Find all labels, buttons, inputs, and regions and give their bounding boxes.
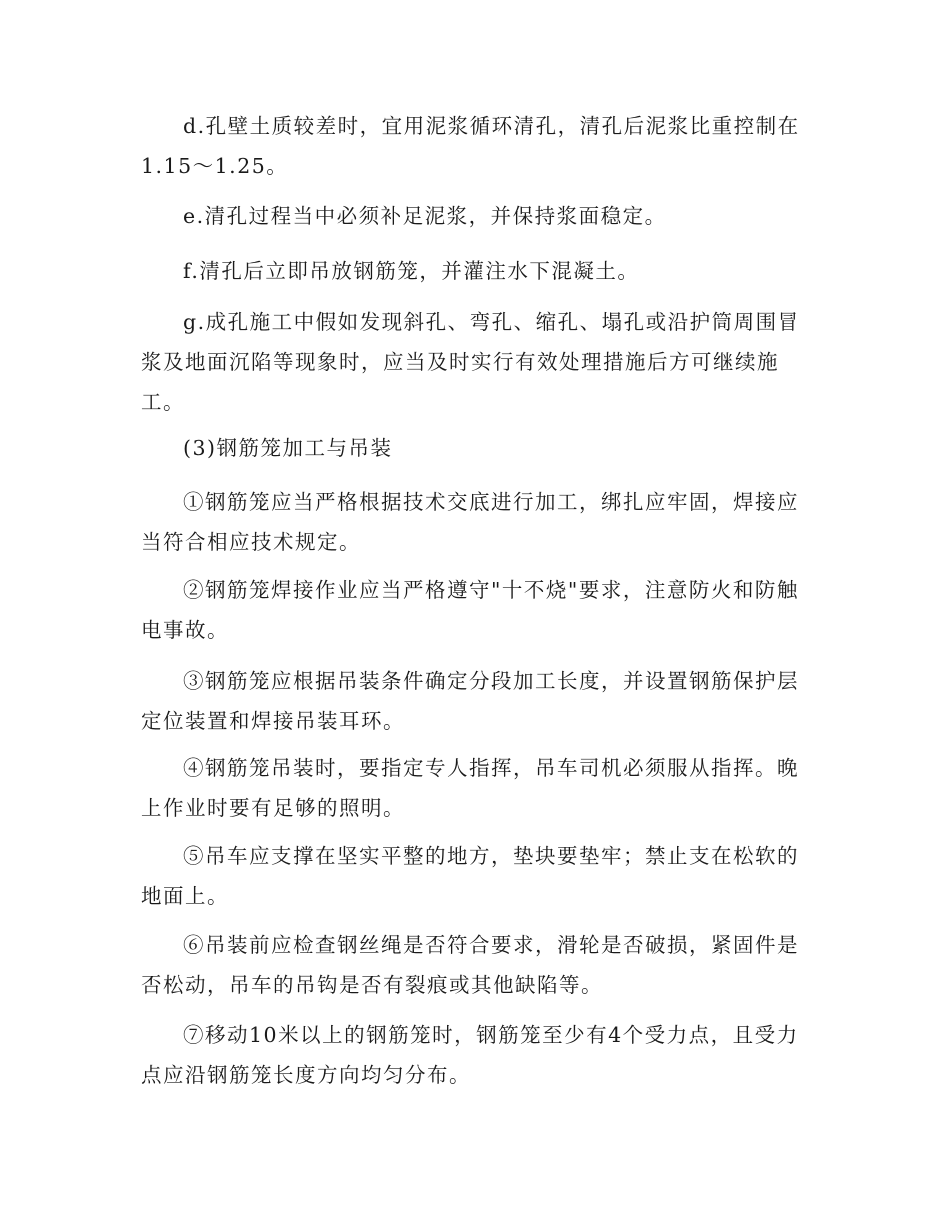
section-heading-rebar-cage: (3)钢筋笼加工与吊装 (183, 436, 393, 460)
paragraph-item-2: ②钢筋笼焊接作业应当严格遵守"十不烧"要求，注意防火和防触电事故。 (141, 578, 799, 642)
paragraph-clean-hole-f: f.清孔后立即吊放钢筋笼，并灌注水下混凝土。 (183, 259, 640, 283)
paragraph-clean-hole-d: d.孔壁土质较差时，宜用泥浆循环清孔，清孔后泥浆比重控制在1.15～1.25。 (141, 114, 800, 178)
paragraph-item-3: ③钢筋笼应根据吊装条件确定分段加工长度，并设置钢筋保护层定位装置和焊接吊装耳环。 (141, 669, 799, 733)
paragraph-item-4: ④钢筋笼吊装时，要指定专人指挥，吊车司机必须服从指挥。晚上作业时要有足够的照明。 (141, 756, 799, 820)
paragraph-item-1: ①钢筋笼应当严格根据技术交底进行加工，绑扎应牢固，焊接应当符合相应技术规定。 (141, 490, 799, 554)
paragraph-clean-hole-e: e.清孔过程当中必须补足泥浆，并保持浆面稳定。 (183, 204, 667, 228)
paragraph-item-6: ⑥吊装前应检查钢丝绳是否符合要求，滑轮是否破损，紧固件是否松动，吊车的吊钩是否有裂痕或其他缺陷等。 (141, 933, 799, 997)
paragraph-item-5: ⑤吊车应支撑在坚实平整的地方，垫块要垫牢；禁止支在松软的地面上。 (141, 844, 799, 908)
paragraph-item-7: ⑦移动10米以上的钢筋笼时，钢筋笼至少有4个受力点，且受力点应沿钢筋笼长度方向均匀分布。 (141, 1023, 799, 1087)
paragraph-clean-hole-g: g.成孔施工中假如发现斜孔、弯孔、缩孔、塌孔或沿护筒周围冒浆及地面沉陷等现象时，应当及时实行有效处理措施后方可继续施工。 (141, 310, 800, 414)
